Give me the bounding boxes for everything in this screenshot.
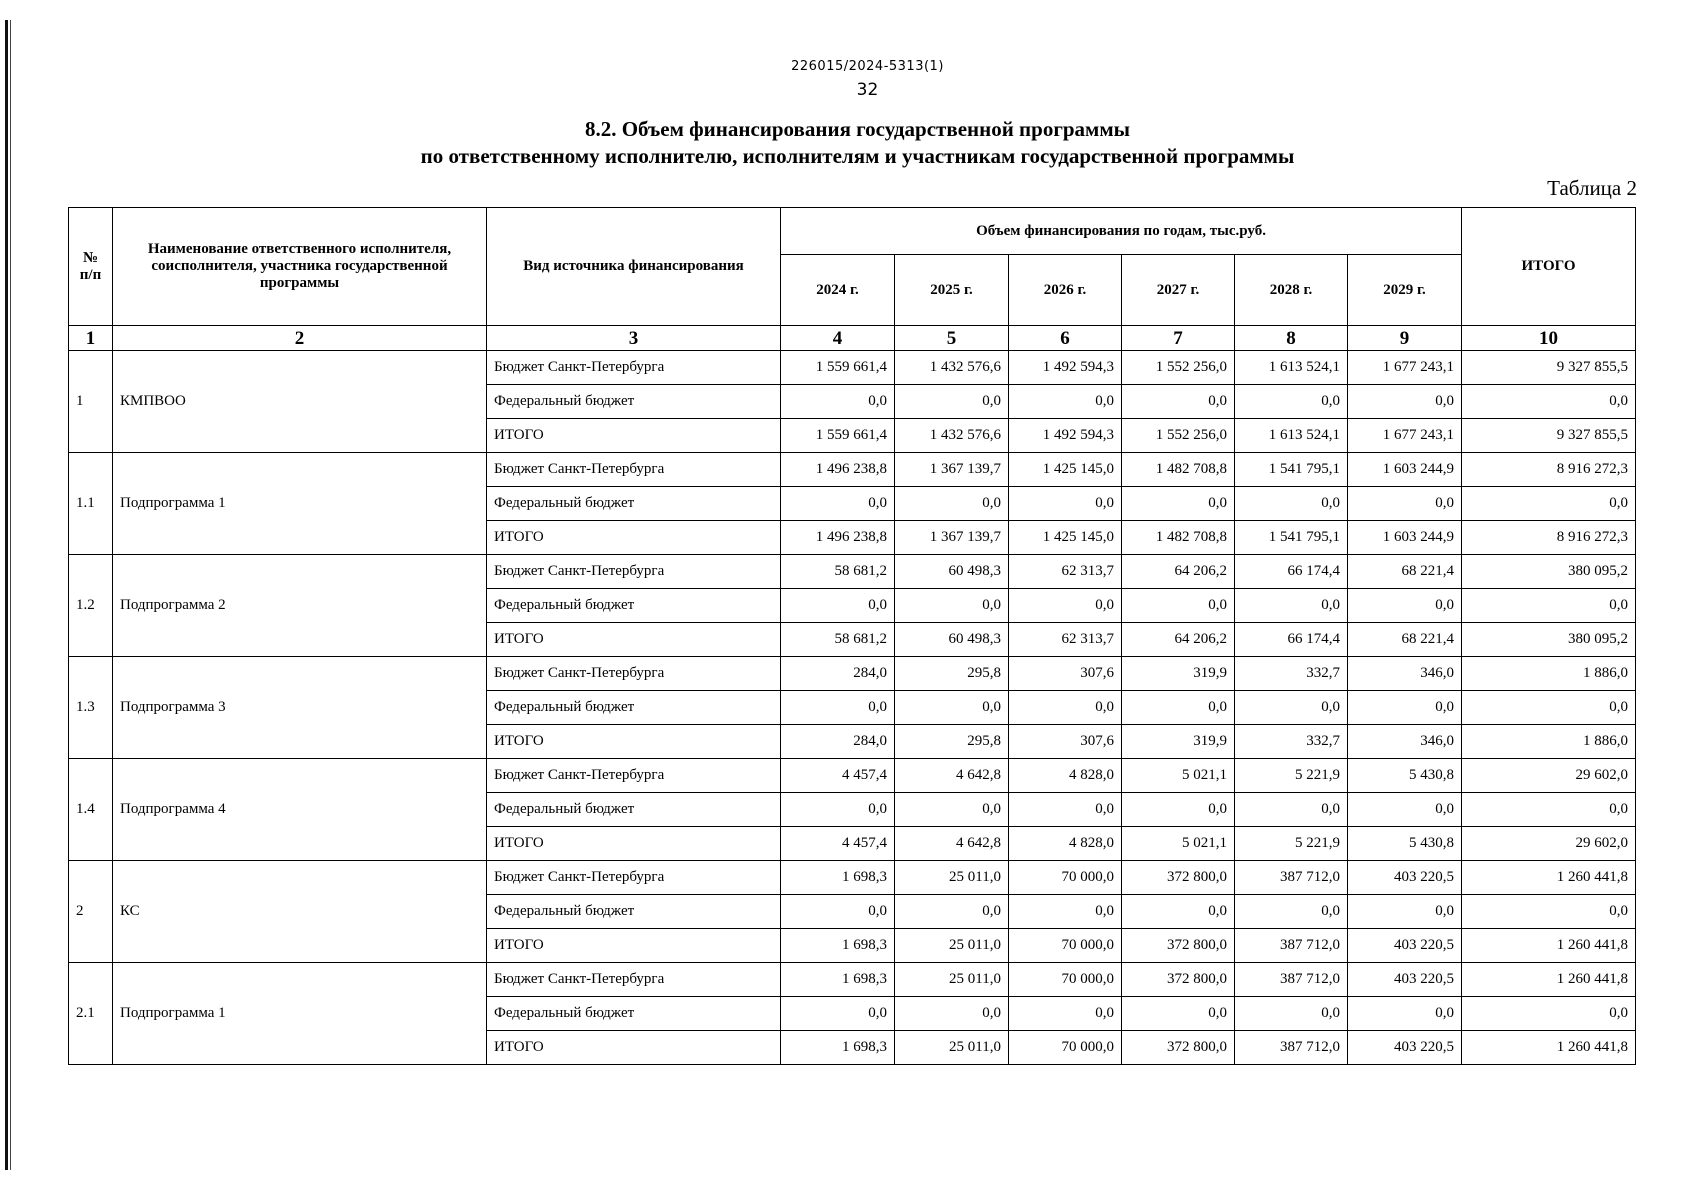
total-value-cell: 0,0 xyxy=(1462,385,1636,419)
total-value-cell: 0,0 xyxy=(1462,793,1636,827)
column-number: 8 xyxy=(1235,326,1348,351)
year-value-cell: 1 541 795,1 xyxy=(1235,453,1348,487)
year-value-cell: 58 681,2 xyxy=(781,623,895,657)
year-value-cell: 1 425 145,0 xyxy=(1009,453,1122,487)
title-line-1: 8.2. Объем финансирования государственной программы xyxy=(584,117,1131,141)
table-row xyxy=(69,963,1636,997)
year-value-cell: 372 800,0 xyxy=(1122,963,1235,997)
funding-source-cell: Федеральный бюджет xyxy=(487,895,781,929)
total-value-cell: 380 095,2 xyxy=(1462,555,1636,589)
funding-source-cell: Бюджет Санкт-Петербурга xyxy=(487,555,781,589)
participant-name-cell: Подпрограмма 2 xyxy=(113,555,487,657)
year-value-cell: 1 541 795,1 xyxy=(1235,521,1348,555)
year-value-cell: 0,0 xyxy=(1235,385,1348,419)
participant-name-cell: Подпрограмма 4 xyxy=(113,759,487,861)
table-body xyxy=(69,351,1636,1065)
participant-name-cell: КС xyxy=(113,861,487,963)
year-value-cell: 70 000,0 xyxy=(1009,963,1122,997)
funding-source-cell: ИТОГО xyxy=(487,623,781,657)
year-value-cell: 0,0 xyxy=(1009,487,1122,521)
year-value-cell: 0,0 xyxy=(1122,589,1235,623)
header-source: Вид источника финансирования xyxy=(487,208,781,326)
page-number: 32 xyxy=(856,80,879,100)
year-value-cell: 0,0 xyxy=(1122,487,1235,521)
year-value-cell: 1 492 594,3 xyxy=(1009,351,1122,385)
funding-source-cell: ИТОГО xyxy=(487,725,781,759)
year-value-cell: 332,7 xyxy=(1235,657,1348,691)
total-value-cell: 1 886,0 xyxy=(1462,725,1636,759)
year-value-cell: 1 698,3 xyxy=(781,929,895,963)
year-value-cell: 62 313,7 xyxy=(1009,623,1122,657)
year-value-cell: 4 457,4 xyxy=(781,827,895,861)
year-value-cell: 0,0 xyxy=(1122,997,1235,1031)
funding-source-cell: Бюджет Санкт-Петербурга xyxy=(487,759,781,793)
year-value-cell: 0,0 xyxy=(781,691,895,725)
header-year: 2026 г. xyxy=(1009,255,1122,326)
total-value-cell: 1 260 441,8 xyxy=(1462,1031,1636,1065)
year-value-cell: 4 828,0 xyxy=(1009,827,1122,861)
year-value-cell: 284,0 xyxy=(781,725,895,759)
header-year: 2027 г. xyxy=(1122,255,1235,326)
year-value-cell: 0,0 xyxy=(1235,793,1348,827)
year-value-cell: 319,9 xyxy=(1122,657,1235,691)
year-value-cell: 0,0 xyxy=(895,487,1009,521)
year-value-cell: 1 482 708,8 xyxy=(1122,453,1235,487)
year-value-cell: 1 613 524,1 xyxy=(1235,419,1348,453)
year-value-cell: 70 000,0 xyxy=(1009,929,1122,963)
year-value-cell: 5 021,1 xyxy=(1122,827,1235,861)
total-value-cell: 9 327 855,5 xyxy=(1462,351,1636,385)
year-value-cell: 1 698,3 xyxy=(781,963,895,997)
year-value-cell: 0,0 xyxy=(1122,793,1235,827)
year-value-cell: 1 432 576,6 xyxy=(895,351,1009,385)
year-value-cell: 387 712,0 xyxy=(1235,963,1348,997)
funding-source-cell: ИТОГО xyxy=(487,827,781,861)
year-value-cell: 0,0 xyxy=(895,895,1009,929)
total-value-cell: 0,0 xyxy=(1462,487,1636,521)
row-number-cell: 1.3 xyxy=(69,657,113,759)
total-value-cell: 8 916 272,3 xyxy=(1462,521,1636,555)
funding-source-cell: ИТОГО xyxy=(487,1031,781,1065)
year-value-cell: 0,0 xyxy=(1348,895,1462,929)
year-value-cell: 403 220,5 xyxy=(1348,929,1462,963)
financing-table xyxy=(68,207,1636,1065)
year-value-cell: 64 206,2 xyxy=(1122,623,1235,657)
document-id: 226015/2024-5313(1) xyxy=(791,59,944,74)
funding-source-cell: ИТОГО xyxy=(487,521,781,555)
funding-source-cell: Бюджет Санкт-Петербурга xyxy=(487,963,781,997)
year-value-cell: 0,0 xyxy=(781,589,895,623)
year-value-cell: 0,0 xyxy=(1348,487,1462,521)
row-number-cell: 2 xyxy=(69,861,113,963)
header-year: 2024 г. xyxy=(781,255,895,326)
year-value-cell: 60 498,3 xyxy=(895,555,1009,589)
column-number: 1 xyxy=(69,326,113,351)
year-value-cell: 0,0 xyxy=(1009,691,1122,725)
year-value-cell: 0,0 xyxy=(781,385,895,419)
year-value-cell: 1 496 238,8 xyxy=(781,453,895,487)
year-value-cell: 5 221,9 xyxy=(1235,759,1348,793)
year-value-cell: 68 221,4 xyxy=(1348,555,1462,589)
year-value-cell: 25 011,0 xyxy=(895,861,1009,895)
header-years-group: Объем финансирования по годам, тыс.руб. xyxy=(781,208,1462,255)
funding-source-cell: Федеральный бюджет xyxy=(487,385,781,419)
year-value-cell: 319,9 xyxy=(1122,725,1235,759)
year-value-cell: 4 642,8 xyxy=(895,759,1009,793)
year-value-cell: 0,0 xyxy=(781,895,895,929)
table-row xyxy=(69,453,1636,487)
year-value-cell: 1 432 576,6 xyxy=(895,419,1009,453)
year-value-cell: 68 221,4 xyxy=(1348,623,1462,657)
header-year: 2028 г. xyxy=(1235,255,1348,326)
year-value-cell: 58 681,2 xyxy=(781,555,895,589)
year-value-cell: 1 482 708,8 xyxy=(1122,521,1235,555)
funding-source-cell: Федеральный бюджет xyxy=(487,793,781,827)
total-value-cell: 9 327 855,5 xyxy=(1462,419,1636,453)
year-value-cell: 0,0 xyxy=(1235,895,1348,929)
year-value-cell: 403 220,5 xyxy=(1348,963,1462,997)
year-value-cell: 1 496 238,8 xyxy=(781,521,895,555)
year-value-cell: 0,0 xyxy=(781,997,895,1031)
year-value-cell: 0,0 xyxy=(781,793,895,827)
year-value-cell: 0,0 xyxy=(1009,793,1122,827)
table-row xyxy=(69,351,1636,385)
header-total: ИТОГО xyxy=(1462,208,1636,326)
year-value-cell: 66 174,4 xyxy=(1235,555,1348,589)
year-value-cell: 0,0 xyxy=(1235,487,1348,521)
total-value-cell: 8 916 272,3 xyxy=(1462,453,1636,487)
year-value-cell: 387 712,0 xyxy=(1235,1031,1348,1065)
year-value-cell: 0,0 xyxy=(1009,895,1122,929)
year-value-cell: 1 559 661,4 xyxy=(781,419,895,453)
row-number-cell: 2.1 xyxy=(69,963,113,1065)
year-value-cell: 66 174,4 xyxy=(1235,623,1348,657)
year-value-cell: 60 498,3 xyxy=(895,623,1009,657)
year-value-cell: 295,8 xyxy=(895,657,1009,691)
column-number: 7 xyxy=(1122,326,1235,351)
year-value-cell: 0,0 xyxy=(1348,691,1462,725)
table-row xyxy=(69,759,1636,793)
year-value-cell: 332,7 xyxy=(1235,725,1348,759)
column-number: 9 xyxy=(1348,326,1462,351)
year-value-cell: 0,0 xyxy=(895,691,1009,725)
funding-source-cell: Федеральный бюджет xyxy=(487,691,781,725)
table-row xyxy=(69,555,1636,589)
year-value-cell: 372 800,0 xyxy=(1122,1031,1235,1065)
year-value-cell: 70 000,0 xyxy=(1009,861,1122,895)
year-value-cell: 0,0 xyxy=(1235,589,1348,623)
year-value-cell: 25 011,0 xyxy=(895,1031,1009,1065)
participant-name-cell: КМПВОО xyxy=(113,351,487,453)
total-value-cell: 1 260 441,8 xyxy=(1462,929,1636,963)
year-value-cell: 25 011,0 xyxy=(895,929,1009,963)
year-value-cell: 1 677 243,1 xyxy=(1348,419,1462,453)
column-number: 6 xyxy=(1009,326,1122,351)
year-value-cell: 1 698,3 xyxy=(781,861,895,895)
participant-name-cell: Подпрограмма 1 xyxy=(113,963,487,1065)
total-value-cell: 29 602,0 xyxy=(1462,759,1636,793)
year-value-cell: 403 220,5 xyxy=(1348,861,1462,895)
year-value-cell: 0,0 xyxy=(1122,895,1235,929)
column-number: 10 xyxy=(1462,326,1636,351)
year-value-cell: 0,0 xyxy=(1009,997,1122,1031)
funding-source-cell: Федеральный бюджет xyxy=(487,997,781,1031)
year-value-cell: 346,0 xyxy=(1348,657,1462,691)
scan-edge-marks xyxy=(5,20,13,1170)
total-value-cell: 380 095,2 xyxy=(1462,623,1636,657)
year-value-cell: 307,6 xyxy=(1009,725,1122,759)
year-value-cell: 387 712,0 xyxy=(1235,929,1348,963)
year-value-cell: 1 559 661,4 xyxy=(781,351,895,385)
year-value-cell: 0,0 xyxy=(1009,385,1122,419)
year-value-cell: 0,0 xyxy=(1348,385,1462,419)
year-value-cell: 1 367 139,7 xyxy=(895,453,1009,487)
table-row xyxy=(69,861,1636,895)
table-label: Таблица 2 xyxy=(1547,176,1637,200)
year-value-cell: 64 206,2 xyxy=(1122,555,1235,589)
column-number: 2 xyxy=(113,326,487,351)
year-value-cell: 403 220,5 xyxy=(1348,1031,1462,1065)
year-value-cell: 1 698,3 xyxy=(781,1031,895,1065)
total-value-cell: 29 602,0 xyxy=(1462,827,1636,861)
page-title xyxy=(10,116,1695,170)
year-value-cell: 0,0 xyxy=(1122,385,1235,419)
year-value-cell: 62 313,7 xyxy=(1009,555,1122,589)
year-value-cell: 0,0 xyxy=(1348,997,1462,1031)
year-value-cell: 25 011,0 xyxy=(895,963,1009,997)
row-number-cell: 1.4 xyxy=(69,759,113,861)
year-value-cell: 0,0 xyxy=(1235,997,1348,1031)
year-value-cell: 1 425 145,0 xyxy=(1009,521,1122,555)
year-value-cell: 0,0 xyxy=(1009,589,1122,623)
header-year: 2029 г. xyxy=(1348,255,1462,326)
year-value-cell: 0,0 xyxy=(1348,589,1462,623)
funding-source-cell: Бюджет Санкт-Петербурга xyxy=(487,351,781,385)
header-num: № п/п xyxy=(69,208,113,326)
column-number: 3 xyxy=(487,326,781,351)
header-name: Наименование ответственного исполнителя, соисполнителя, участника государственной программы xyxy=(113,208,487,326)
year-value-cell: 0,0 xyxy=(895,997,1009,1031)
year-value-cell: 5 430,8 xyxy=(1348,827,1462,861)
header-year: 2025 г. xyxy=(895,255,1009,326)
total-value-cell: 0,0 xyxy=(1462,997,1636,1031)
year-value-cell: 5 430,8 xyxy=(1348,759,1462,793)
year-value-cell: 5 221,9 xyxy=(1235,827,1348,861)
funding-source-cell: Бюджет Санкт-Петербурга xyxy=(487,453,781,487)
participant-name-cell: Подпрограмма 1 xyxy=(113,453,487,555)
year-value-cell: 307,6 xyxy=(1009,657,1122,691)
year-value-cell: 0,0 xyxy=(895,793,1009,827)
funding-source-cell: Федеральный бюджет xyxy=(487,487,781,521)
year-value-cell: 372 800,0 xyxy=(1122,929,1235,963)
year-value-cell: 372 800,0 xyxy=(1122,861,1235,895)
year-value-cell: 1 677 243,1 xyxy=(1348,351,1462,385)
year-value-cell: 70 000,0 xyxy=(1009,1031,1122,1065)
row-number-cell: 1 xyxy=(69,351,113,453)
participant-name-cell: Подпрограмма 3 xyxy=(113,657,487,759)
year-value-cell: 0,0 xyxy=(1122,691,1235,725)
year-value-cell: 346,0 xyxy=(1348,725,1462,759)
year-value-cell: 1 603 244,9 xyxy=(1348,521,1462,555)
funding-source-cell: Бюджет Санкт-Петербурга xyxy=(487,861,781,895)
year-value-cell: 0,0 xyxy=(895,589,1009,623)
funding-source-cell: Федеральный бюджет xyxy=(487,589,781,623)
year-value-cell: 1 367 139,7 xyxy=(895,521,1009,555)
year-value-cell: 284,0 xyxy=(781,657,895,691)
title-line-2: по ответственному исполнителю, исполнителям и участникам государственной программы xyxy=(420,144,1295,168)
year-value-cell: 1 613 524,1 xyxy=(1235,351,1348,385)
table-row xyxy=(69,657,1636,691)
year-value-cell: 387 712,0 xyxy=(1235,861,1348,895)
funding-source-cell: ИТОГО xyxy=(487,929,781,963)
year-value-cell: 0,0 xyxy=(895,385,1009,419)
year-value-cell: 1 492 594,3 xyxy=(1009,419,1122,453)
year-value-cell: 1 552 256,0 xyxy=(1122,351,1235,385)
total-value-cell: 0,0 xyxy=(1462,895,1636,929)
year-value-cell: 0,0 xyxy=(1348,793,1462,827)
year-value-cell: 4 642,8 xyxy=(895,827,1009,861)
row-number-cell: 1.2 xyxy=(69,555,113,657)
total-value-cell: 0,0 xyxy=(1462,691,1636,725)
year-value-cell: 295,8 xyxy=(895,725,1009,759)
year-value-cell: 4 457,4 xyxy=(781,759,895,793)
year-value-cell: 0,0 xyxy=(1235,691,1348,725)
year-value-cell: 4 828,0 xyxy=(1009,759,1122,793)
total-value-cell: 1 886,0 xyxy=(1462,657,1636,691)
year-value-cell: 1 552 256,0 xyxy=(1122,419,1235,453)
total-value-cell: 1 260 441,8 xyxy=(1462,963,1636,997)
year-value-cell: 1 603 244,9 xyxy=(1348,453,1462,487)
funding-source-cell: ИТОГО xyxy=(487,419,781,453)
column-number: 4 xyxy=(781,326,895,351)
total-value-cell: 0,0 xyxy=(1462,589,1636,623)
total-value-cell: 1 260 441,8 xyxy=(1462,861,1636,895)
funding-source-cell: Бюджет Санкт-Петербурга xyxy=(487,657,781,691)
year-value-cell: 5 021,1 xyxy=(1122,759,1235,793)
row-number-cell: 1.1 xyxy=(69,453,113,555)
year-value-cell: 0,0 xyxy=(781,487,895,521)
column-number: 5 xyxy=(895,326,1009,351)
